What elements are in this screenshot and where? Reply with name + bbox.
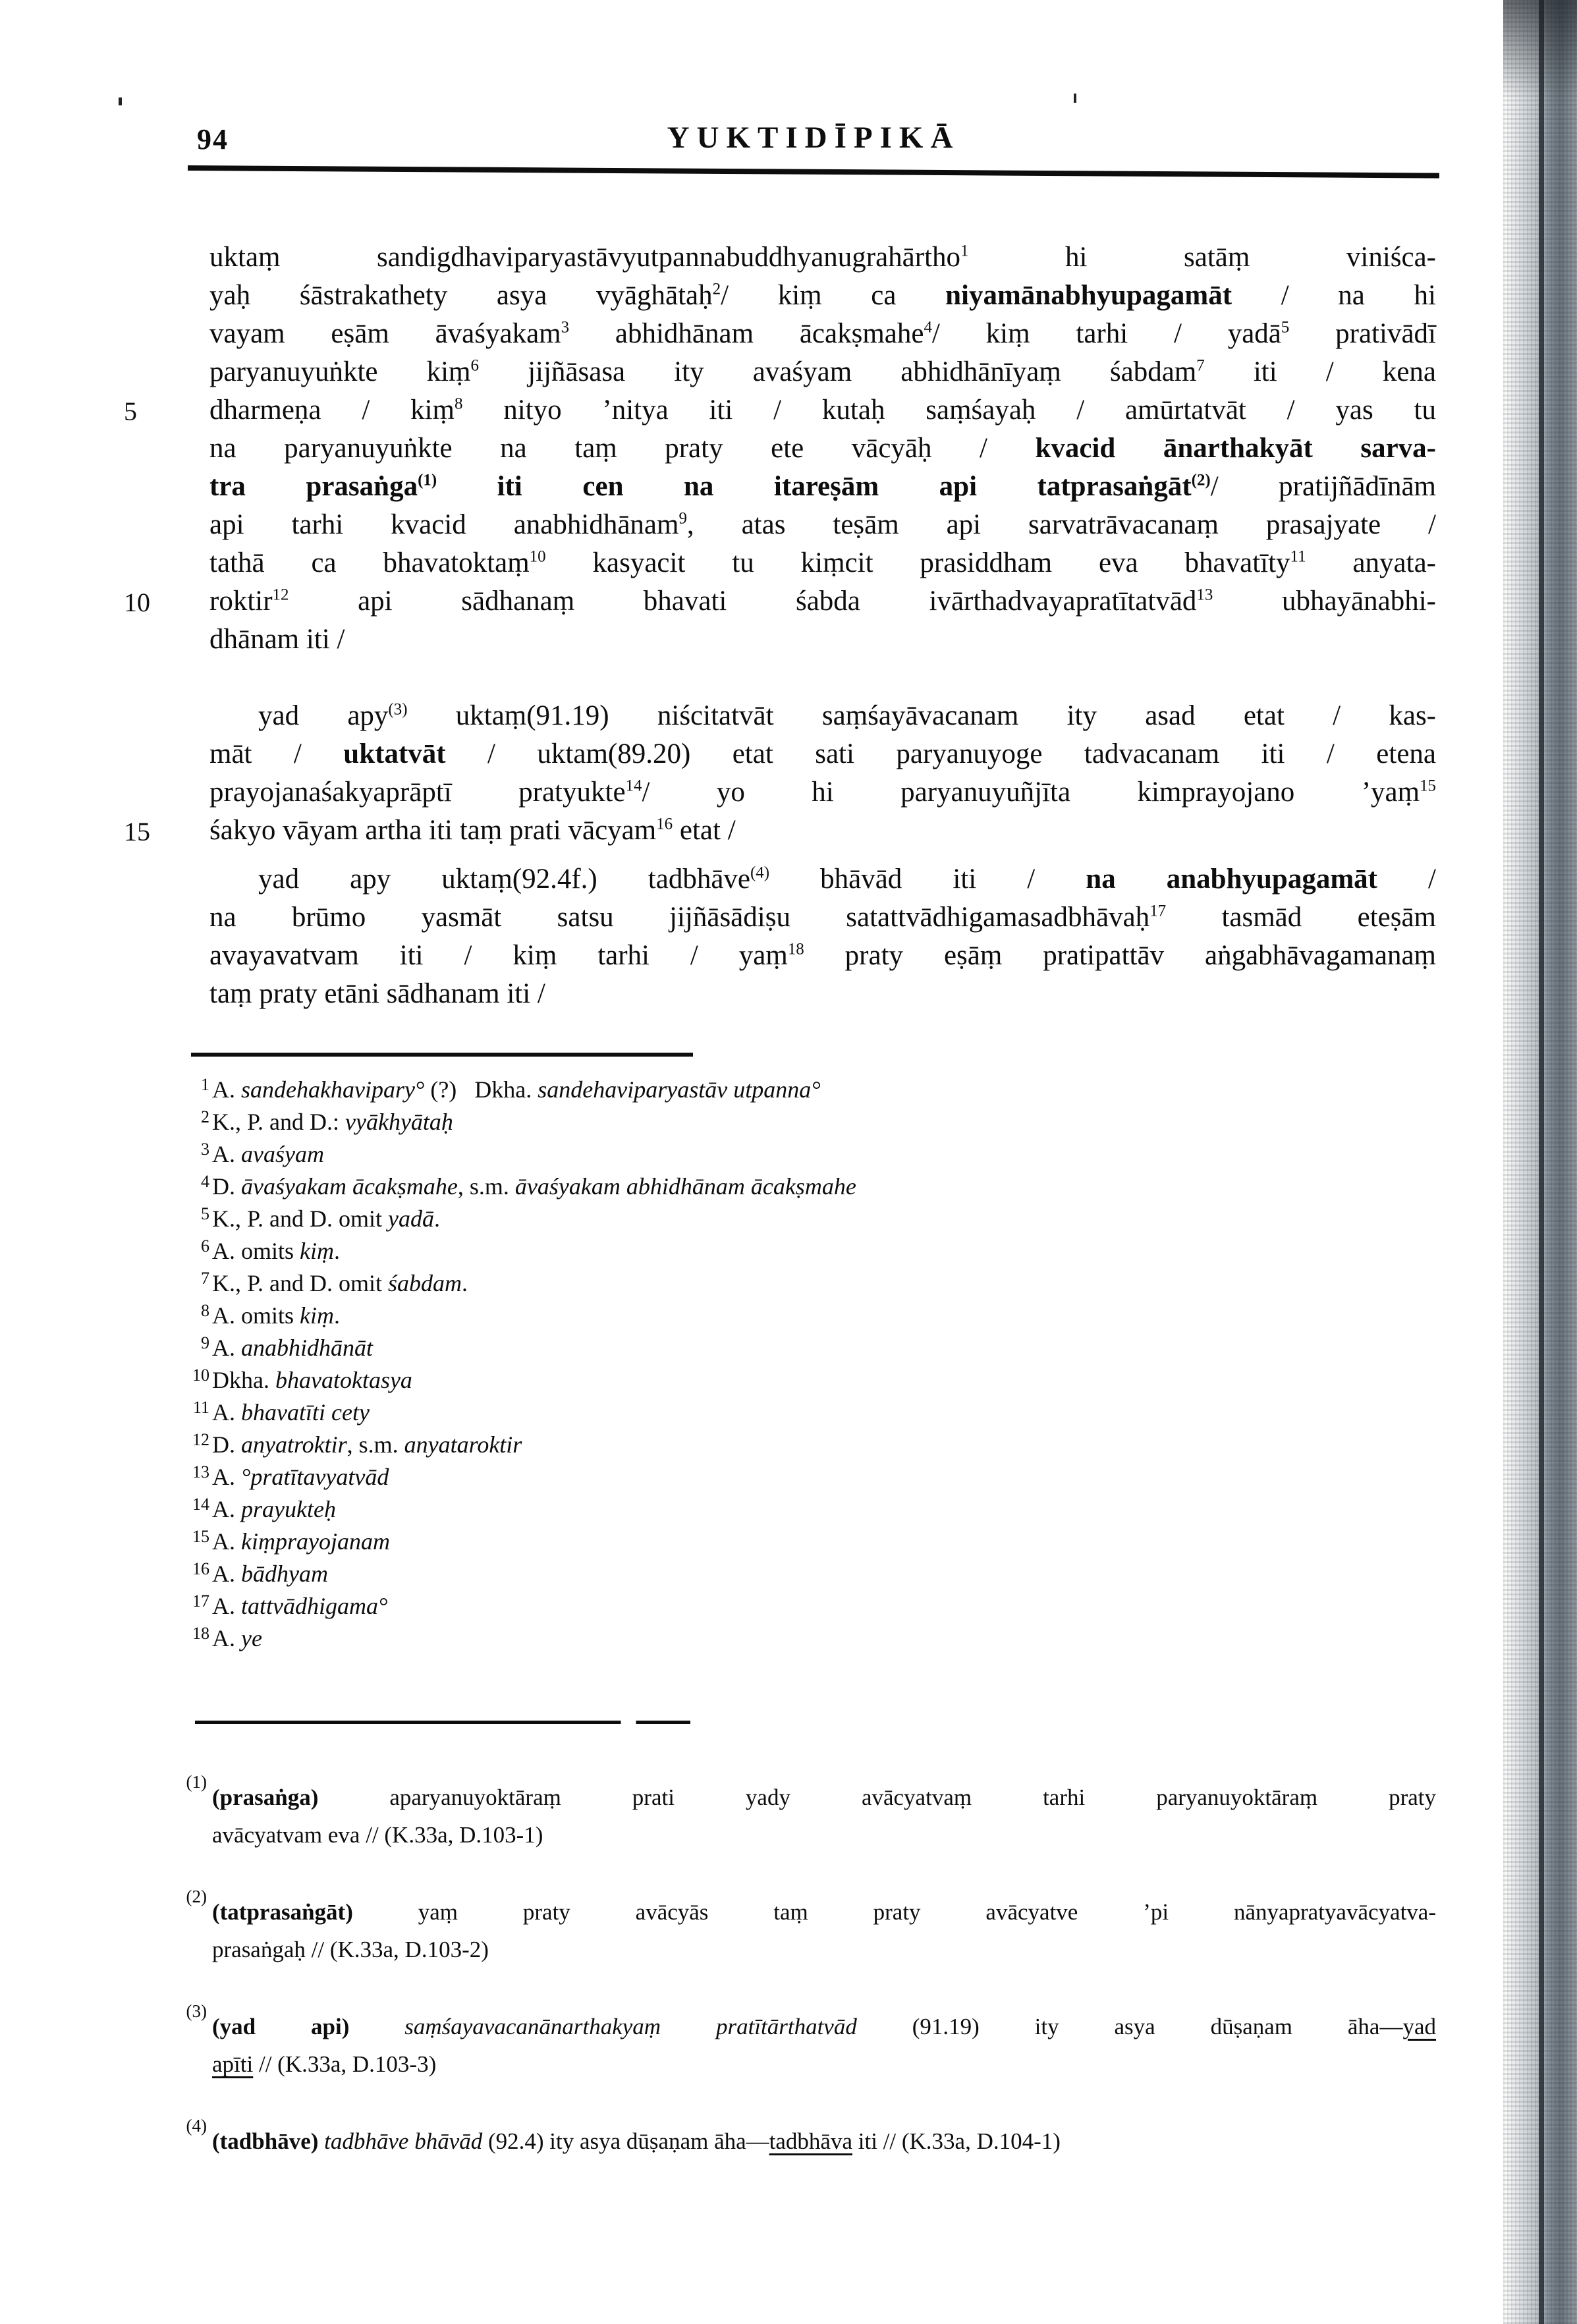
text-run: . bbox=[434, 1205, 440, 1232]
text-run: anabhidhānāt bbox=[241, 1335, 374, 1361]
page-number: 94 bbox=[197, 123, 229, 155]
paragraph bbox=[209, 860, 1436, 1013]
footnote bbox=[192, 1622, 1371, 1655]
endnote bbox=[186, 2116, 1436, 2160]
margin-line-number: 5 bbox=[124, 397, 137, 426]
text-run: api tarhi kvacid anabhidhānam bbox=[209, 509, 679, 540]
endnote bbox=[186, 1772, 1436, 1854]
text-run: D. bbox=[212, 1173, 241, 1200]
text-run: bhavatoktasya bbox=[275, 1367, 412, 1393]
footnote bbox=[192, 1590, 1371, 1622]
superscript-ref: 13 bbox=[1196, 586, 1213, 604]
text-run: (?) Dkha. bbox=[424, 1076, 538, 1103]
endnotes bbox=[186, 1772, 1436, 2200]
superscript-ref: 6 bbox=[470, 356, 479, 375]
scan-speck bbox=[1074, 94, 1076, 103]
text-run: na anabhyupagamāt bbox=[1086, 864, 1377, 895]
text-run bbox=[318, 2128, 324, 2154]
text-run: nityo ’nitya iti / kutaḥ saṃśayaḥ / amūrtatvāt / yas tu bbox=[462, 395, 1436, 426]
endnote bbox=[186, 2001, 1436, 2083]
text-line bbox=[212, 1931, 1436, 1968]
superscript-ref: 1 bbox=[960, 242, 969, 260]
text-run: dharmeṇa / kiṃ bbox=[209, 395, 455, 426]
footnote-number: 9 bbox=[201, 1333, 209, 1352]
text-run: K., P. and D. omit bbox=[212, 1270, 389, 1296]
text-run: na brūmo yasmāt satsu jijñāsādiṣu satattvādhigamasadbhāvaḥ bbox=[209, 902, 1150, 933]
text-line bbox=[212, 2122, 1436, 2160]
text-run: uktaṃ(91.19) niścitatvāt saṃśayāvacanam ity asad etat / kas- bbox=[407, 700, 1436, 731]
text-line bbox=[209, 506, 1436, 544]
text-run: tra prasaṅga bbox=[209, 471, 418, 502]
footnote-number: 17 bbox=[192, 1591, 209, 1611]
footnote-number: 4 bbox=[201, 1172, 209, 1191]
footnotes bbox=[192, 1074, 1371, 1655]
text-run: , s.m. bbox=[457, 1173, 515, 1200]
text-run: (prasaṅga) bbox=[212, 1784, 319, 1810]
page-title: YUKTIDĪPIKĀ bbox=[667, 121, 960, 155]
text-run: āvaśyakam abhidhānam ācakṣmahe bbox=[514, 1173, 856, 1200]
text-line bbox=[212, 2008, 1436, 2045]
text-run: aparyanuyoktāraṃ prati yady avācyatvaṃ tarhi paryanuyoktāraṃ praty bbox=[318, 1784, 1436, 1810]
text-run: A. bbox=[212, 1464, 241, 1490]
text-run: yad bbox=[1402, 2014, 1436, 2039]
superscript-ref: 9 bbox=[678, 509, 687, 528]
text-run bbox=[349, 2014, 404, 2039]
footnote-number: 5 bbox=[201, 1204, 209, 1223]
text-run: A. bbox=[212, 1593, 241, 1619]
body-text bbox=[124, 238, 1436, 1013]
text-run: paryanuyuṅkte kiṃ bbox=[209, 356, 471, 387]
text-run: A. bbox=[212, 1496, 241, 1522]
superscript-ref: (2) bbox=[1191, 471, 1211, 489]
text-run: niyamānabhyupagamāt bbox=[945, 280, 1232, 311]
text-run: na paryanuyuṅkte na taṃ praty ete vācyāḥ / bbox=[209, 433, 1036, 464]
text-run: sandehakhavipary° bbox=[241, 1076, 425, 1103]
footnote-number: 13 bbox=[192, 1462, 209, 1481]
text-run: saṃśayavacanānarthakyaṃ pratītārthatvād bbox=[404, 2014, 857, 2039]
superscript-ref: 2 bbox=[712, 280, 721, 298]
footnote bbox=[201, 1106, 1371, 1138]
text-run: (91.19) ity asya dūṣaṇam āha— bbox=[856, 2014, 1403, 2039]
text-line bbox=[124, 812, 1436, 850]
text-run: ye bbox=[241, 1625, 262, 1651]
footnote bbox=[192, 1493, 1371, 1526]
text-run: Dkha. bbox=[212, 1367, 275, 1393]
footnote bbox=[192, 1526, 1371, 1558]
footnote bbox=[201, 1332, 1371, 1364]
text-run: iti // (K.33a, D.104-1) bbox=[852, 2128, 1061, 2154]
text-run: etat / bbox=[673, 815, 736, 846]
scan-edge-corner bbox=[1503, 0, 1577, 99]
footnote bbox=[192, 1397, 1371, 1429]
text-run: bhāvād iti / bbox=[769, 864, 1086, 895]
text-run: A. bbox=[212, 1561, 241, 1587]
text-run: iti cen na itareṣām api tatprasaṅgāt bbox=[437, 471, 1192, 502]
text-run: anyata- bbox=[1306, 547, 1436, 578]
footnote bbox=[201, 1074, 1371, 1106]
text-run: / kiṃ tarhi / yadā bbox=[931, 318, 1281, 349]
text-run: D. bbox=[212, 1431, 241, 1458]
footnote bbox=[201, 1235, 1371, 1267]
superscript-ref: 15 bbox=[1420, 777, 1436, 795]
header-rule bbox=[188, 165, 1439, 179]
footnote-separator bbox=[191, 1053, 693, 1057]
endnote-number: (2) bbox=[186, 1887, 207, 1906]
text-run: yad apy bbox=[258, 700, 389, 731]
text-run: / kiṃ ca bbox=[721, 280, 946, 311]
footnote bbox=[192, 1461, 1371, 1493]
text-run: / bbox=[1377, 864, 1436, 895]
superscript-ref: 3 bbox=[561, 318, 570, 337]
footnote bbox=[201, 1300, 1371, 1332]
footnote-number: 14 bbox=[192, 1495, 209, 1514]
superscript-ref: 18 bbox=[787, 940, 804, 958]
paragraph bbox=[124, 697, 1436, 850]
text-run: kasyacit tu kiṃcit prasiddham eva bhavatīty bbox=[545, 547, 1290, 578]
footnote bbox=[201, 1267, 1371, 1300]
footnote-number: 7 bbox=[201, 1269, 209, 1288]
text-line bbox=[209, 621, 1436, 659]
text-run: taṃ praty etāni sādhanam iti / bbox=[209, 978, 545, 1009]
text-run: iti / kena bbox=[1204, 356, 1436, 387]
text-run: (92.4) ity asya dūṣaṇam āha— bbox=[482, 2128, 769, 2154]
text-run: vyākhyātaḥ bbox=[345, 1109, 453, 1135]
text-line bbox=[209, 735, 1436, 773]
footnote-number: 2 bbox=[201, 1107, 209, 1126]
margin-line-number: 10 bbox=[124, 588, 150, 617]
text-run: apīti bbox=[212, 2051, 254, 2077]
text-run: / uktam(89.20) etat sati paryanuyoge tadvacanam iti / etena bbox=[445, 738, 1436, 769]
text-run: jijñāsasa ity avaśyam abhidhānīyaṃ śabdam bbox=[478, 356, 1197, 387]
text-line bbox=[209, 899, 1436, 937]
text-run: praty eṣāṃ pratipattāv aṅgabhāvagamanaṃ bbox=[804, 940, 1436, 971]
footnote-number: 1 bbox=[201, 1075, 209, 1094]
text-run: avaśyam bbox=[241, 1141, 324, 1167]
superscript-ref: 16 bbox=[656, 815, 673, 833]
endnote bbox=[186, 1887, 1436, 1968]
page-header bbox=[188, 120, 1439, 162]
text-run: A. bbox=[212, 1528, 241, 1555]
text-line bbox=[209, 544, 1436, 582]
text-run: A. bbox=[212, 1141, 241, 1167]
text-run: dhānam iti / bbox=[209, 624, 345, 655]
superscript-ref: 14 bbox=[625, 777, 642, 795]
text-run: kiṃ bbox=[300, 1238, 334, 1264]
superscript-ref: 17 bbox=[1149, 902, 1167, 920]
text-line bbox=[209, 773, 1436, 812]
text-line bbox=[209, 238, 1436, 277]
text-run: (tadbhāve) bbox=[212, 2128, 319, 2154]
text-line bbox=[209, 277, 1436, 315]
text-run: māt / bbox=[209, 738, 344, 769]
text-run: tadbhāva bbox=[769, 2128, 852, 2154]
endnote-number: (1) bbox=[186, 1772, 207, 1792]
superscript-ref: (3) bbox=[388, 700, 408, 719]
footnote-number: 11 bbox=[192, 1398, 209, 1417]
text-run: api sādhanaṃ bhavati śabda ivārthadvayapratītatvād bbox=[289, 586, 1197, 617]
text-run: tasmād eteṣām bbox=[1166, 902, 1436, 933]
text-run: (yad api) bbox=[212, 2014, 350, 2039]
text-run: A. bbox=[212, 1625, 241, 1651]
text-run: kiṃprayojanam bbox=[241, 1528, 390, 1555]
text-line bbox=[209, 315, 1436, 353]
superscript-ref: 8 bbox=[454, 395, 463, 413]
text-run: A. bbox=[212, 1399, 241, 1425]
footnote-number: 12 bbox=[192, 1430, 209, 1449]
text-run: anyataroktir bbox=[404, 1431, 522, 1458]
text-run: anyatroktir bbox=[241, 1431, 347, 1458]
text-run: abhidhānam ācakṣmahe bbox=[569, 318, 924, 349]
text-run: avācyatvam eva // (K.33a, D.103-1) bbox=[212, 1822, 543, 1848]
text-run: uktaṃ sandigdhaviparyastāvyutpannabuddhyanugrahārtho bbox=[209, 242, 961, 273]
text-run: śabdam bbox=[388, 1270, 462, 1296]
paragraph bbox=[124, 238, 1436, 659]
text-run: tattvādhigama° bbox=[241, 1593, 388, 1619]
text-run: prasaṅgaḥ // (K.33a, D.103-2) bbox=[212, 1937, 489, 1962]
text-run: K., P. and D. omit bbox=[212, 1205, 389, 1232]
text-run: tadbhāve bhāvād bbox=[324, 2128, 483, 2154]
text-line bbox=[212, 1816, 1436, 1854]
text-line bbox=[209, 468, 1436, 506]
superscript-ref: 12 bbox=[272, 586, 289, 604]
text-line bbox=[209, 353, 1436, 391]
footnote bbox=[192, 1429, 1371, 1461]
endnote-number: (4) bbox=[186, 2116, 207, 2136]
footnote bbox=[201, 1138, 1371, 1171]
text-run: kvacid ānarthakyāt sarva- bbox=[1035, 433, 1436, 464]
footnote bbox=[192, 1364, 1371, 1397]
text-run: roktir bbox=[209, 586, 273, 617]
footnote-number: 8 bbox=[201, 1301, 209, 1320]
footnote-number: 6 bbox=[201, 1236, 209, 1256]
text-run: (tatprasaṅgāt) bbox=[212, 1899, 353, 1925]
superscript-ref: (1) bbox=[418, 471, 437, 489]
margin-line-number: 15 bbox=[124, 817, 150, 846]
superscript-ref: 11 bbox=[1290, 547, 1306, 566]
footnote-number: 10 bbox=[192, 1366, 209, 1385]
text-line bbox=[209, 429, 1436, 468]
text-line bbox=[124, 582, 1436, 621]
text-run: . bbox=[334, 1238, 340, 1264]
text-run: ubhayānabhi- bbox=[1213, 586, 1436, 617]
endnote-separator bbox=[195, 1721, 690, 1724]
text-run: A. bbox=[212, 1076, 241, 1103]
text-run: // (K.33a, D.103-3) bbox=[253, 2051, 437, 2077]
text-run: hi satāṃ viniśca- bbox=[968, 242, 1436, 273]
footnote-number: 16 bbox=[192, 1559, 209, 1578]
footnote-number: 15 bbox=[192, 1527, 209, 1546]
footnote bbox=[192, 1558, 1371, 1590]
text-run: tathā ca bhavatoktaṃ bbox=[209, 547, 530, 578]
text-run: . bbox=[462, 1270, 468, 1296]
text-run: sandehaviparyastāv utpanna° bbox=[538, 1076, 821, 1103]
text-line bbox=[209, 697, 1436, 735]
text-run: kiṃ bbox=[300, 1302, 334, 1329]
text-line bbox=[209, 937, 1436, 975]
text-run: āvaśyakam ācakṣmahe bbox=[241, 1173, 458, 1200]
text-run: yaḥ śāstrakathety asya vyāghātaḥ bbox=[209, 280, 713, 311]
text-run: prayukteḥ bbox=[241, 1496, 336, 1522]
text-run: uktatvāt bbox=[343, 738, 446, 769]
superscript-ref: 7 bbox=[1196, 356, 1205, 375]
text-run: prativādī bbox=[1289, 318, 1436, 349]
text-run: A. omits bbox=[212, 1238, 300, 1264]
footnote-number: 3 bbox=[201, 1140, 209, 1159]
text-run: , s.m. bbox=[346, 1431, 404, 1458]
text-run: bhavatīti cety bbox=[241, 1399, 370, 1425]
text-run: , atas teṣām api sarvatrāvacanaṃ prasajyate / bbox=[686, 509, 1436, 540]
text-line bbox=[209, 860, 1436, 899]
text-run: prayojanaśakyaprāptī pratyukte bbox=[209, 777, 626, 808]
superscript-ref: 5 bbox=[1281, 318, 1290, 337]
footnote bbox=[201, 1203, 1371, 1235]
text-line bbox=[212, 2045, 1436, 2083]
superscript-ref: 10 bbox=[529, 547, 546, 566]
text-run: vayam eṣām āvaśyakam bbox=[209, 318, 561, 349]
text-run: . bbox=[334, 1302, 340, 1329]
text-run: K., P. and D.: bbox=[212, 1109, 346, 1135]
superscript-ref: 4 bbox=[924, 318, 932, 337]
footnote bbox=[201, 1171, 1371, 1203]
text-run: / na hi bbox=[1232, 280, 1436, 311]
text-run: śakyo vāyam artha iti taṃ prati vācyam bbox=[209, 815, 657, 846]
scan-edge-shadow bbox=[1503, 0, 1577, 2324]
text-run: / pratijñādīnām bbox=[1210, 471, 1436, 502]
endnote-number: (3) bbox=[186, 2001, 207, 2021]
text-run: A. bbox=[212, 1335, 241, 1361]
text-line bbox=[212, 1779, 1436, 1816]
text-run: yadā bbox=[388, 1205, 434, 1232]
text-line bbox=[212, 1893, 1436, 1931]
footnote-number: 18 bbox=[192, 1624, 209, 1643]
text-line bbox=[209, 975, 1436, 1013]
text-run: avayavatvam iti / kiṃ tarhi / yaṃ bbox=[209, 940, 788, 971]
text-run: yaṃ praty avācyās taṃ praty avācyatve ’pi nānyapratyavācyatva- bbox=[352, 1899, 1436, 1925]
text-run: A. omits bbox=[212, 1302, 300, 1329]
text-run: bādhyam bbox=[241, 1561, 328, 1587]
text-line bbox=[124, 391, 1436, 429]
scan-speck bbox=[119, 97, 122, 105]
text-run: yad apy uktaṃ(92.4f.) tadbhāve bbox=[258, 864, 750, 895]
superscript-ref: (4) bbox=[750, 864, 770, 882]
text-run: °pratītavyatvād bbox=[241, 1464, 389, 1490]
text-run: / yo hi paryanuyuñjīta kimprayojano ’yaṃ bbox=[642, 777, 1420, 808]
